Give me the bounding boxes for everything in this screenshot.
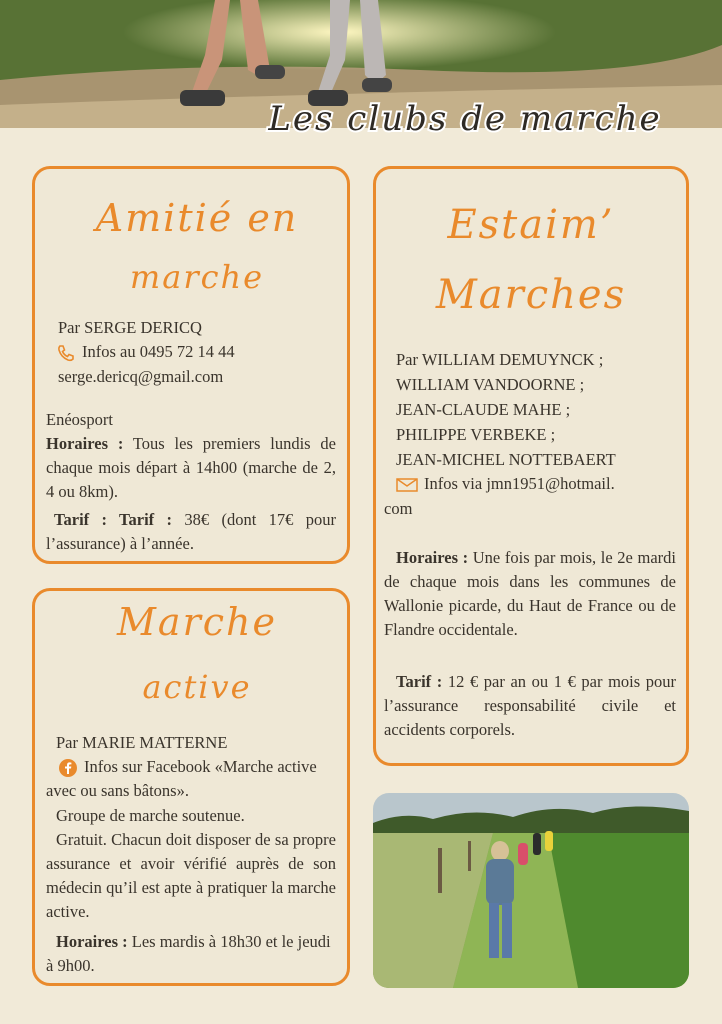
facebook-icon[interactable]	[58, 758, 78, 778]
club-title-line1: Marche	[117, 600, 277, 644]
club-title-line2: Marches	[435, 272, 627, 318]
club-author-4: PHILIPPE VERBEKE ;	[396, 425, 556, 444]
club-title-line2: active	[142, 668, 252, 706]
club-contact-cont[interactable]: com	[384, 499, 413, 518]
horaires-label: Horaires :	[46, 434, 124, 453]
club-title-line1: Amitié en	[95, 196, 299, 240]
envelope-icon	[396, 477, 418, 493]
club-line-a: Groupe de marche soutenue.	[56, 806, 245, 825]
page-title-text: Les clubs de marche	[268, 99, 662, 139]
club-contact	[46, 755, 336, 803]
tarif-label: Tarif : Tarif :	[54, 510, 173, 529]
club-horaires	[46, 432, 336, 504]
club-title-line2: marche	[129, 258, 265, 296]
club-contact	[396, 472, 615, 496]
club-org: Enéosport	[46, 410, 113, 429]
club-author-1: Par WILLIAM DEMUYNCK ;	[396, 350, 604, 369]
club-horaires	[384, 546, 676, 642]
horaires-label: Horaires :	[396, 548, 469, 567]
tarif-text: 38€ (dont 17€ pour l’assurance) à l’année.	[46, 510, 337, 553]
club-contact-text[interactable]: Infos via jmn1951@hotmail.	[424, 474, 615, 493]
club-email[interactable]: serge.dericq@gmail.com	[58, 367, 224, 386]
club-contact-text: Infos au 0495 72 14 44	[82, 342, 235, 361]
tarif-text: 12 € par an ou 1 € par mois pour l’assurance responsabilité civile et accidents corporels.	[384, 672, 677, 739]
horaires-text: Tous les premiers lundis de chaque mois départ à 14h00 (marche de 2, 4 ou 8km).	[46, 434, 336, 501]
club-author-3: JEAN-CLAUDE MAHE ;	[396, 400, 571, 419]
club-tarif	[384, 670, 676, 742]
club-author: Par SERGE DERICQ	[58, 318, 202, 337]
club-horaires	[46, 930, 338, 978]
club-title-line1: Estaim’	[447, 202, 615, 248]
horaires-label: Horaires :	[56, 932, 128, 951]
walking-group-photo	[373, 793, 689, 988]
club-line-b: Gratuit. Chacun doit disposer de sa propre assurance et avoir vérifié auprès de son médecin qu’il est apte à pratiquer la marche active.	[46, 830, 336, 921]
horaires-text: Une fois par mois, le 2e mardi de chaque mois dans les communes de Wallonie picarde, du Haut de France ou de Flandre occidentale.	[384, 548, 676, 639]
club-author-2: WILLIAM VANDOORNE ;	[396, 375, 585, 394]
club-contact-text: Infos sur Facebook «Marche active avec ou sans bâtons».	[46, 757, 317, 800]
horaires-text: Les mardis à 18h30 et le jeudi à 9h00.	[46, 932, 331, 975]
club-author-5: JEAN-MICHEL NOTTEBAERT	[396, 450, 616, 469]
page-title	[225, 92, 705, 146]
club-author: Par MARIE MATTERNE	[56, 733, 228, 752]
club-tarif	[46, 508, 336, 556]
club-contact	[56, 340, 235, 364]
tarif-label: Tarif :	[396, 672, 443, 691]
phone-icon	[56, 344, 76, 362]
